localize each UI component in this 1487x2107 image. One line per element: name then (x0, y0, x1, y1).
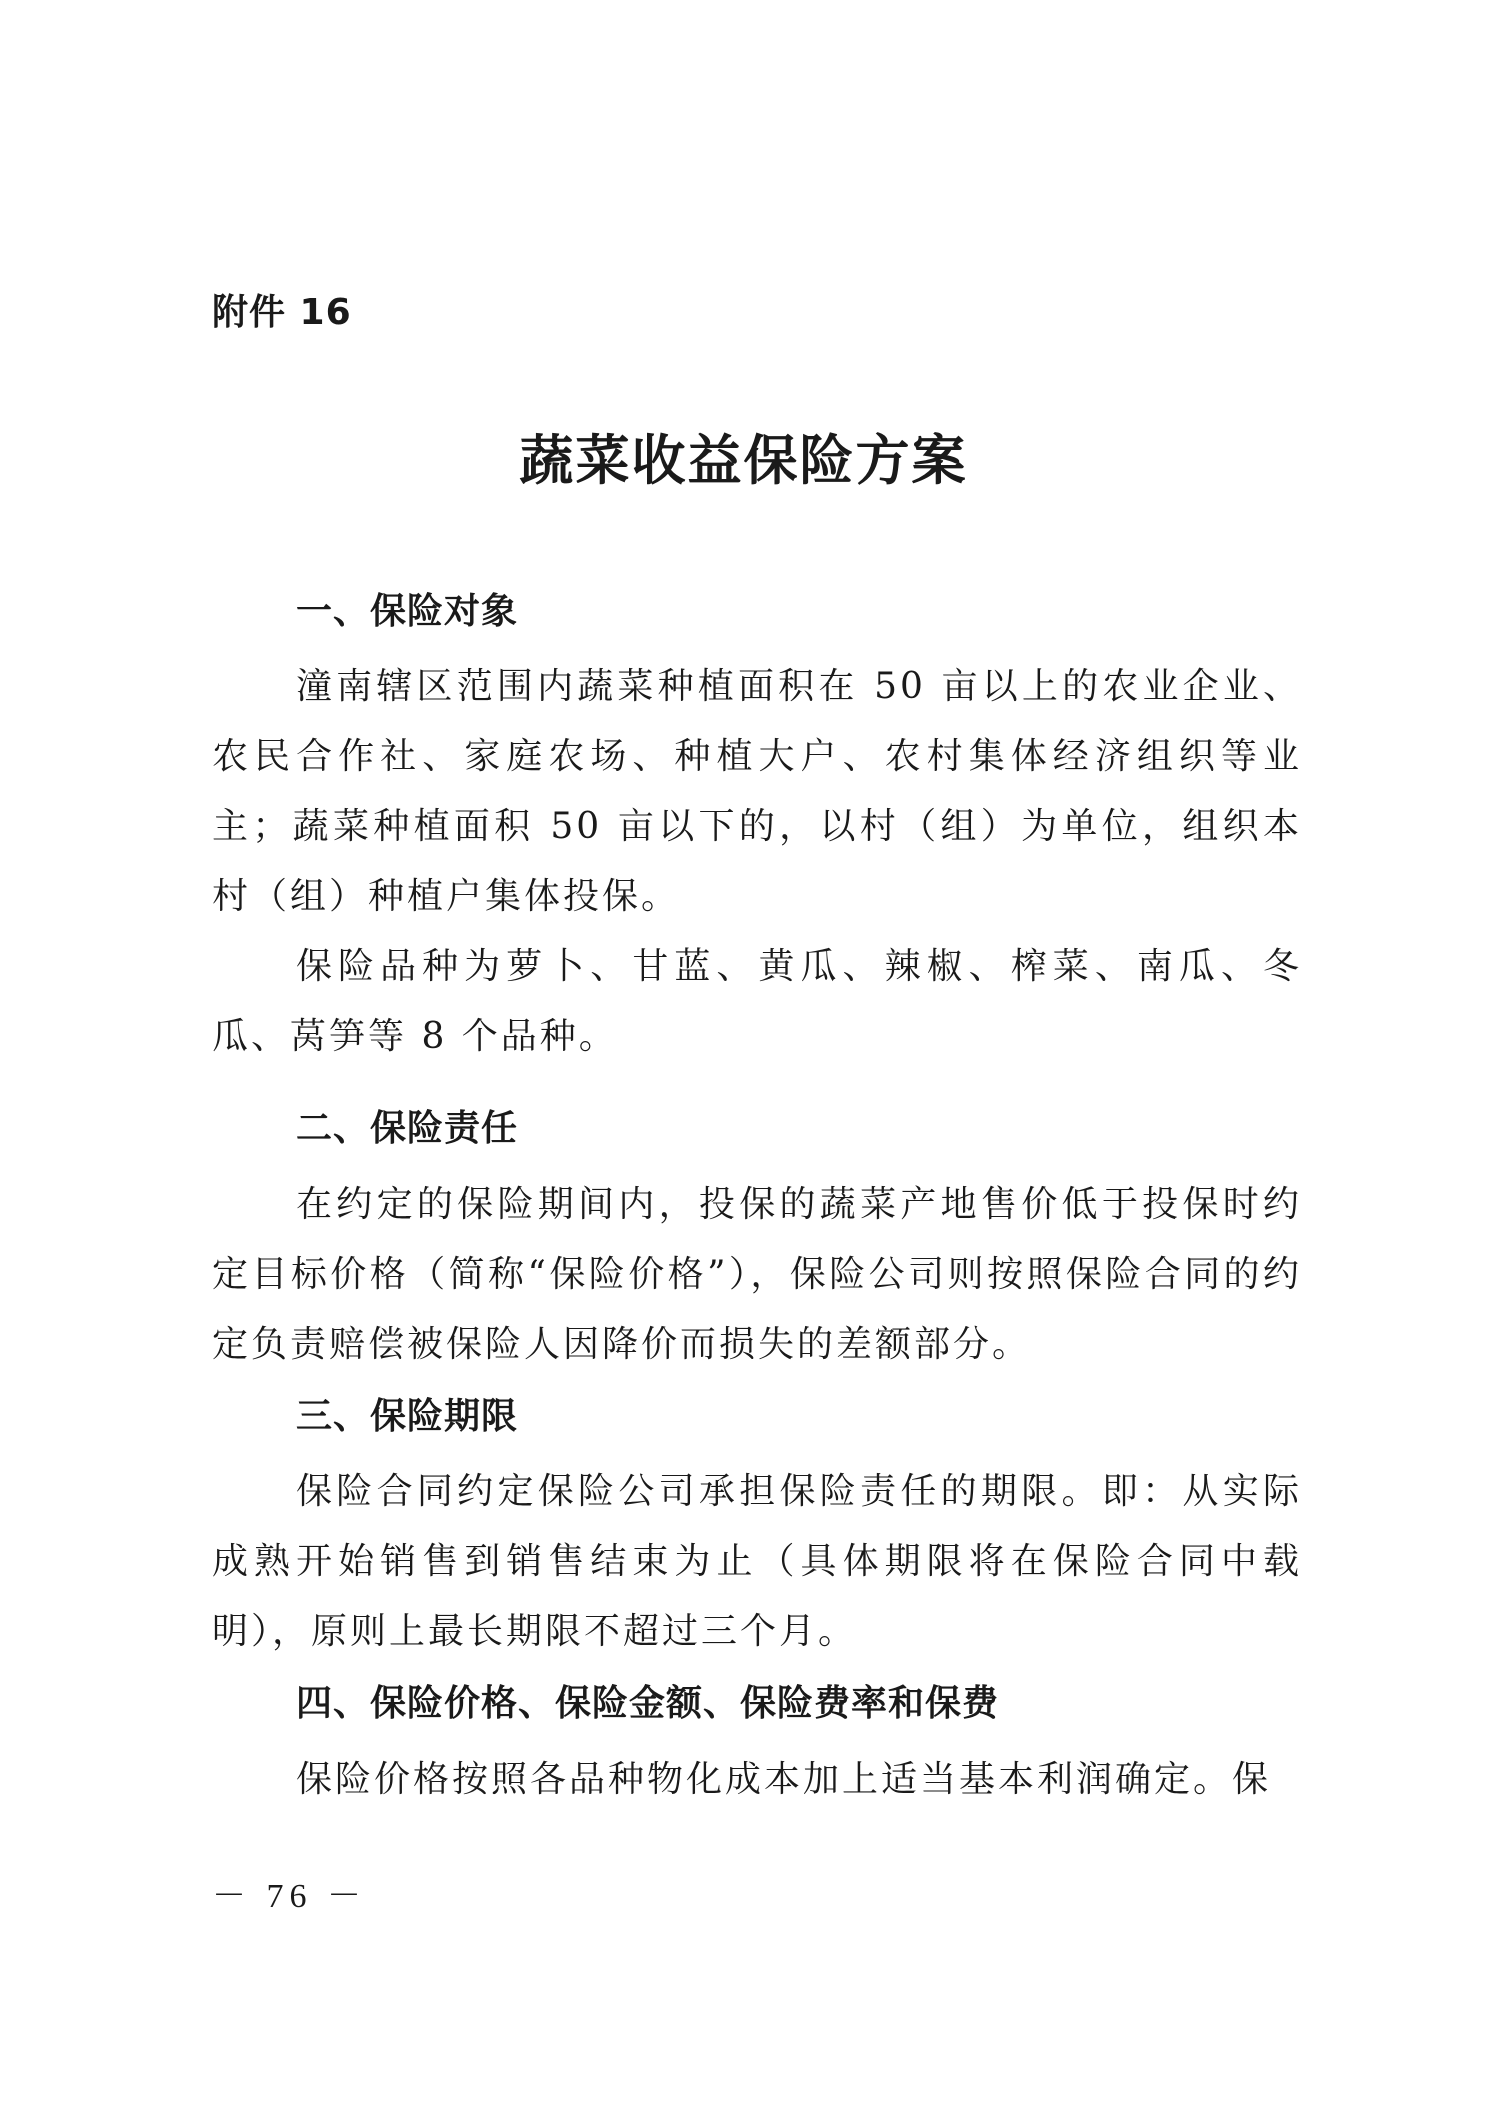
section-heading-1: 一、保险对象 (296, 591, 519, 632)
section-1-paragraph-1: 潼南辖区范围内蔬菜种植面积在 50 亩以上的农业企业、农民合作社、家庭农场、种植大户、农村集体经济组织等业主；蔬菜种植面积 50 亩以下的，以村（组）为单位，组织本村（组）种植户集体投保。 (212, 666, 1302, 917)
section-1-paragraph-2: 保险品种为萝卜、甘蓝、黄瓜、辣椒、榨菜、南瓜、冬瓜、莴笋等 8 个品种。 (212, 946, 1302, 1057)
section-2-paragraph-1: 在约定的保险期间内，投保的蔬菜产地售价低于投保时约定目标价格（简称“保险价格”），保险公司则按照保险合同的约定负责赔偿被保险人因降价而损失的差额部分。 (212, 1184, 1302, 1365)
document-title: 蔬菜收益保险方案 (519, 428, 968, 492)
attachment-label: 附件 16 (212, 292, 352, 333)
section-heading-4: 四、保险价格、保险金额、保险费率和保费 (296, 1683, 1000, 1724)
section-heading-2: 二、保险责任 (296, 1108, 519, 1149)
section-4-paragraph-1: 保险价格按照各品种物化成本加上适当基本利润确定。保 (296, 1759, 1272, 1800)
section-heading-3: 三、保险期限 (296, 1396, 519, 1437)
section-3-paragraph-1: 保险合同约定保险公司承担保险责任的期限。即：从实际成熟开始销售到销售结束为止（具体期限将在保险合同中载明），原则上最长期限不超过三个月。 (212, 1471, 1302, 1652)
page-number: － 76 － (212, 1878, 367, 1915)
